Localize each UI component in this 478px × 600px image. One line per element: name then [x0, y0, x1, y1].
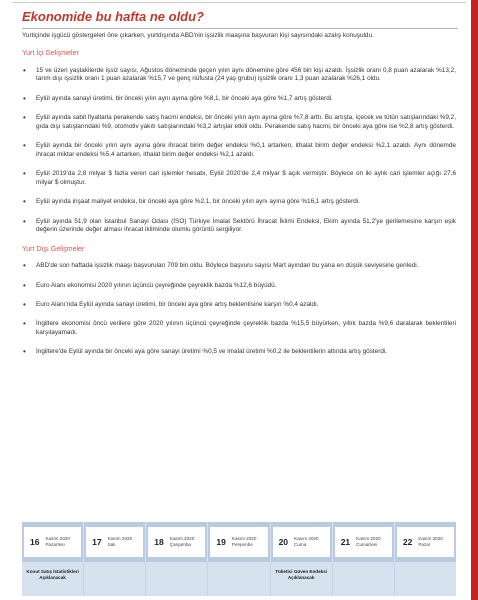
list-item: • Eylül ayında sanayi üretimi, bir önceki yılın aynı ayına göre %8,1, bir önceki aya göre %1,7 artış gösterdi.: [23, 93, 333, 103]
calendar-day: [271, 522, 333, 562]
domestic-list: [22, 67, 456, 236]
list-item: • Euro Alanı'nda Eylül ayında sanayi üretimi, bir önceki aya göre artış beklentisine karşın %0,4 azaldı.: [23, 300, 319, 310]
foreign-section-title: Yurt Dışı Gelişmeler: [22, 245, 85, 253]
day-number: 22: [402, 537, 413, 547]
day-number: 18: [154, 537, 164, 547]
day-number: 17: [92, 537, 102, 547]
calendar-event: [146, 562, 208, 596]
bullet-icon: •: [23, 300, 26, 310]
day-number: 19: [216, 537, 226, 547]
bullet-icon: •: [23, 319, 26, 329]
domestic-section-title: Yurt İçi Gelişmeler: [22, 49, 79, 57]
list-item: • İngiltere ekonomisi öncü verilere göre 2020 yılının üçüncü çeyreğinde çeyreklik bazda %15,5 büyürken, yıllık bazda %9,6 daralarak beklentileri karşılayamadı.: [23, 319, 456, 337]
day-month: Kasım 2020: [169, 536, 195, 542]
bullet-icon: •: [23, 261, 26, 271]
list-item: • ABD'de son haftada işsizlik maaşı başvuruları 709 bin oldu. Böylece başvuru sayısı Mart ayından bu yana en düşük seviyesine geriledi.: [23, 261, 419, 271]
weekly-calendar: [22, 522, 456, 596]
calendar-event: [208, 562, 270, 596]
bullet-icon: •: [23, 141, 26, 151]
list-item: • Eylül ayında sabit fiyatlarla perakende satış hacmi endeksi, bir önceki yılın aynı ayına göre %7,8 arttı. Bu artışta, içecek ve tütün satışlarındaki %9,2, gıda dışı satışlarındaki %9, otomotiv yakıtı satışlarındaki %3,2 artışlar etkili oldu. Perakende satış hacmi, bir önceki aya göre ise %2,8 artış gösterdi.: [23, 112, 456, 130]
list-item: • Eylül 2019'da 2,8 milyar $ fazla veren cari işlemler hesabı, Eylül 2020'de 2,4 milyar $ açık vermiştir. Böylece on iki aylık cari işlemler açığı 27,6 milyar $ olmuştur.: [23, 169, 456, 186]
top-divider: [12, 2, 466, 3]
list-item: • Eylül ayında inşaat maliyet endeksi, bir önceki aya göre %2,1, bir önceki yılın aynı ayına göre %16,1 artış gösterdi.: [23, 197, 360, 207]
list-item: • 15 ve üzeri yaştakilerde işsiz sayısı, Ağustos döneminde geçen yılın aynı dönemine göre 456 bin kişi azaldı. İşsizlik oranı 0,8 puan azalarak %13,2, tarım dışı işsizlik oranı 1 puan azalarak %15,7 ve genç nüfusta (24 yaş grubu) işsizlik oranı 1,3 puan azalarak %26,1 oldu.: [23, 65, 456, 83]
list-item: • Euro Alanı ekonomisi 2020 yılının üçüncü çeyreğinde çeyreklik bazda %12,6 büyüdü.: [23, 280, 277, 290]
day-month: Kasım 2020: [418, 536, 443, 542]
title-divider: [22, 28, 458, 29]
bullet-icon: •: [23, 197, 26, 207]
calendar-day: [208, 522, 270, 562]
list-item: • İngiltere'de Eylül ayında bir önceki aya göre sanayi üretimi %0,5 ve imalat üretimi %0,2 ile beklentilerin altında artış gösterdi.: [23, 347, 388, 357]
bullet-icon: •: [23, 93, 26, 103]
page-title: Ekonomide bu hafta ne oldu?: [22, 9, 204, 24]
calendar-day: [395, 522, 456, 562]
intro-paragraph: Yurtiçinde işgücü göstergeleri öne çıkarken, yurtdışında ABD'nin işsizlik maaşına başvuran kişi sayısındaki azalış konuşuldu.: [22, 32, 374, 39]
bullet-icon: •: [23, 169, 26, 179]
calendar-event: Tüketici Güven Endeksi Açıklanacak: [271, 562, 333, 596]
calendar-event: [395, 562, 456, 596]
day-weekday: Çarşamba: [169, 542, 191, 547]
calendar-day: [22, 522, 84, 562]
day-weekday: Pazar: [418, 542, 431, 547]
calendar-events-row: [22, 562, 456, 596]
bullet-icon: •: [23, 347, 26, 357]
accent-side-bar: [471, 0, 478, 600]
day-month: Kasım 2020: [107, 536, 133, 542]
list-item: • Eylül ayında 51,9 olan İstanbul Sanayi Odası (İSO) Türkiye İmalat Sektörü İhracat İklimi Endeksi, Ekim ayında 51,2'ye gerilemesine karşın eşik değerin üzerinde değer alması ihracat ikliminde olumlu görüntü sergiliyor.: [23, 216, 456, 234]
list-item: • Eylül ayında bir önceki yılın aynı ayına göre ihracat birim değer endeksi %0,1 artarken, ithalat birim değer endeksi %2,1 azaldı. Aynı dönemde ihracat miktar endeksi %5,4 artarken, ithalat birim değer endeksi %2,1 azaldı.: [23, 141, 456, 158]
day-month: Kasım 2020: [45, 536, 70, 542]
calendar-days-row: [22, 522, 456, 562]
foreign-list: [22, 262, 456, 357]
day-number: 16: [30, 537, 40, 547]
main-content: [22, 32, 456, 368]
day-month: Kasım 2020: [294, 536, 319, 542]
calendar-event: Konut Satış İstatistikleri Açıklanacak: [22, 562, 84, 596]
day-number: 21: [340, 537, 351, 547]
day-weekday: Cuma: [294, 542, 307, 547]
bullet-icon: •: [23, 216, 26, 226]
day-month: Kasım 2020: [356, 536, 381, 542]
calendar-day: [146, 522, 208, 562]
calendar-day: [84, 522, 146, 562]
bullet-icon: •: [23, 112, 26, 122]
calendar-day: [333, 522, 395, 562]
day-number: 20: [278, 537, 289, 547]
calendar-event: [333, 562, 395, 596]
calendar-event: [84, 562, 146, 596]
day-weekday: Pazartesi: [45, 542, 65, 547]
bullet-icon: •: [23, 280, 26, 290]
day-weekday: Salı: [107, 542, 116, 547]
day-weekday: Cumartesi: [356, 542, 378, 547]
bullet-icon: •: [23, 65, 26, 75]
day-month: Kasım 2020: [231, 536, 257, 542]
day-weekday: Perşembe: [231, 542, 253, 547]
